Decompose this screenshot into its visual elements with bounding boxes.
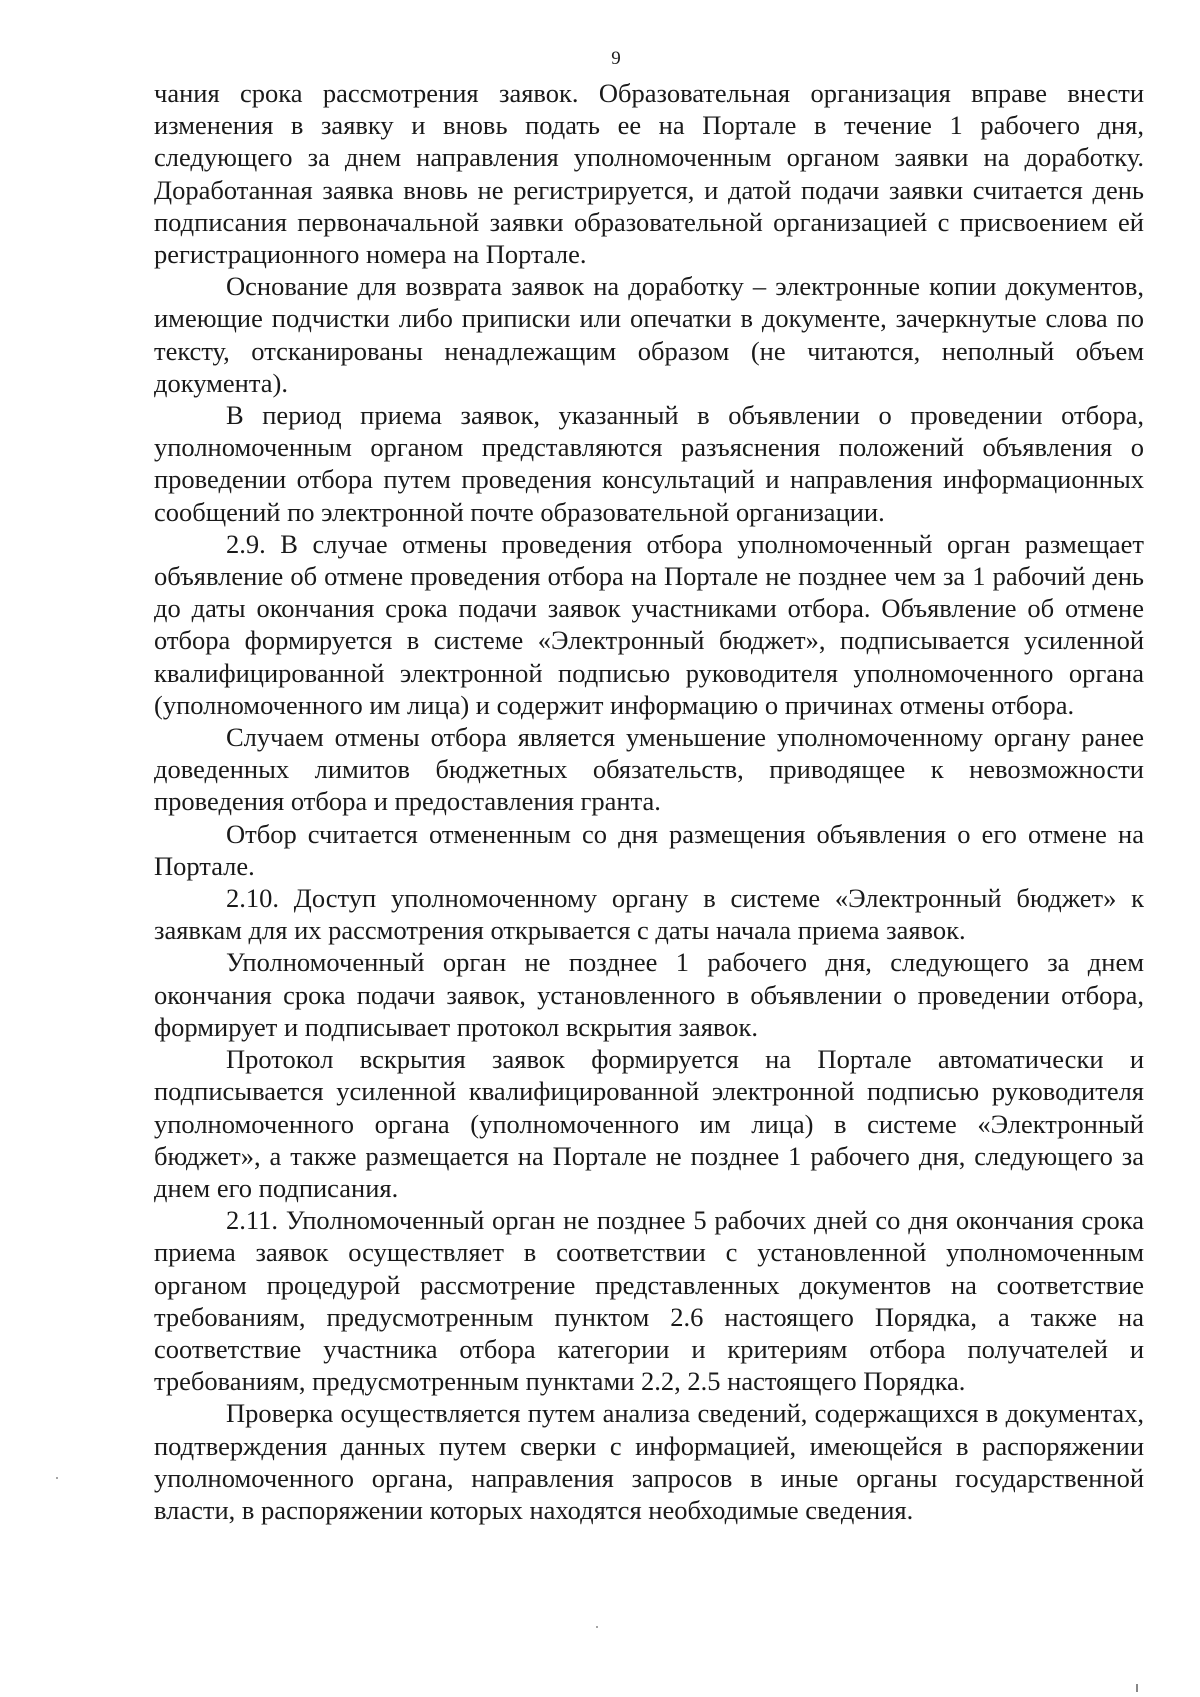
paragraph-cancelled-date: Отбор считается отмененным со дня размещения объявления о его отмене на Портале. (154, 818, 1144, 881)
paragraph-2-9: 2.9. В случае отмены проведения отбора уполномоченный орган размещает объявление об отмене проведения отбора на Портале не позднее чем за 1 рабочий день до даты окончания срока подачи заявок участниками отбора. Объявление об отмене отбора формируется в системе «Электронный бюджет», подписывается усиленной квалифицированной электронной подписью руководителя уполномоченного органа (уполномоченного им лица) и содержит информацию о причинах отмены отбора. (154, 528, 1144, 720)
paragraph-return-grounds: Основание для возврата заявок на доработку – электронные копии документов, имеющие подчистки либо приписки или опечатки в документе, зачеркнутые слова по тексту, отсканированы ненадлежащим образом (не читаются, неполный объем документа). (154, 271, 1144, 398)
paragraph-verification: Проверка осуществляется путем анализа сведений, содержащихся в документах, подтверждения данных путем сверки с информацией, имеющейся в распоряжении уполномоченного органа, направления запросов в иные органы государственной власти, в распоряжении которых находятся необходимые сведения. (154, 1398, 1144, 1525)
page-number: 9 (611, 48, 621, 69)
scan-speck (1136, 1684, 1138, 1692)
scan-speck (596, 1626, 598, 1628)
document-body (154, 77, 1144, 1526)
paragraph-2-10: 2.10. Доступ уполномоченному органу в системе «Электронный бюджет» к заявкам для их рассмотрения открывается с даты начала приема заявок. (154, 883, 1144, 946)
paragraph-2-11: 2.11. Уполномоченный орган не позднее 5 рабочих дней со дня окончания срока приема заявок осуществляет в соответствии с установленной уполномоченным органом процедурой рассмотрение представленных документов на соответствие требованиям, предусмотренным пунктом 2.6 настоящего Порядка, а также на соответствие участника отбора категории и критериям отбора получателей и требованиям, предусмотренным пунктами 2.2, 2.5 настоящего Порядка. (154, 1205, 1144, 1397)
paragraph-opening-protocol: Уполномоченный орган не позднее 1 рабочего дня, следующего за днем окончания срока подачи заявок, установленного в объявлении о проведении отбора, формирует и подписывает протокол вскрытия заявок. (154, 947, 1144, 1042)
paragraph-cancellation-case: Случаем отмены отбора является уменьшение уполномоченному органу ранее доведенных лимитов бюджетных обязательств, приводящее к невозможности проведения отбора и предоставления гранта. (154, 722, 1144, 817)
scan-speck (56, 1477, 58, 1479)
paragraph-clarifications: В период приема заявок, указанный в объявлении о проведении отбора, уполномоченным органом представляются разъяснения положений объявления о проведении отбора путем проведения консультаций и направления информационных сообщений по электронной почте образовательной организации. (154, 400, 1144, 527)
paragraph-protocol-signing: Протокол вскрытия заявок формируется на Портале автоматически и подписывается усиленной квалифицированной электронной подписью руководителя уполномоченного органа (уполномоченного им лица) в системе «Электронный бюджет», а также размещается на Портале не позднее 1 рабочего дня, следующего за днем его подписания. (154, 1044, 1144, 1203)
paragraph-continuation: чания срока рассмотрения заявок. Образовательная организация вправе внести изменения в заявку и вновь подать ее на Портале в течение 1 рабочего дня, следующего за днем направления уполномоченным органом заявки на доработку. Доработанная заявка вновь не регистрируется, и датой подачи заявки считается день подписания первоначальной заявки образовательной организацией с присвоением ей регистрационного номера на Портале. (154, 78, 1144, 270)
